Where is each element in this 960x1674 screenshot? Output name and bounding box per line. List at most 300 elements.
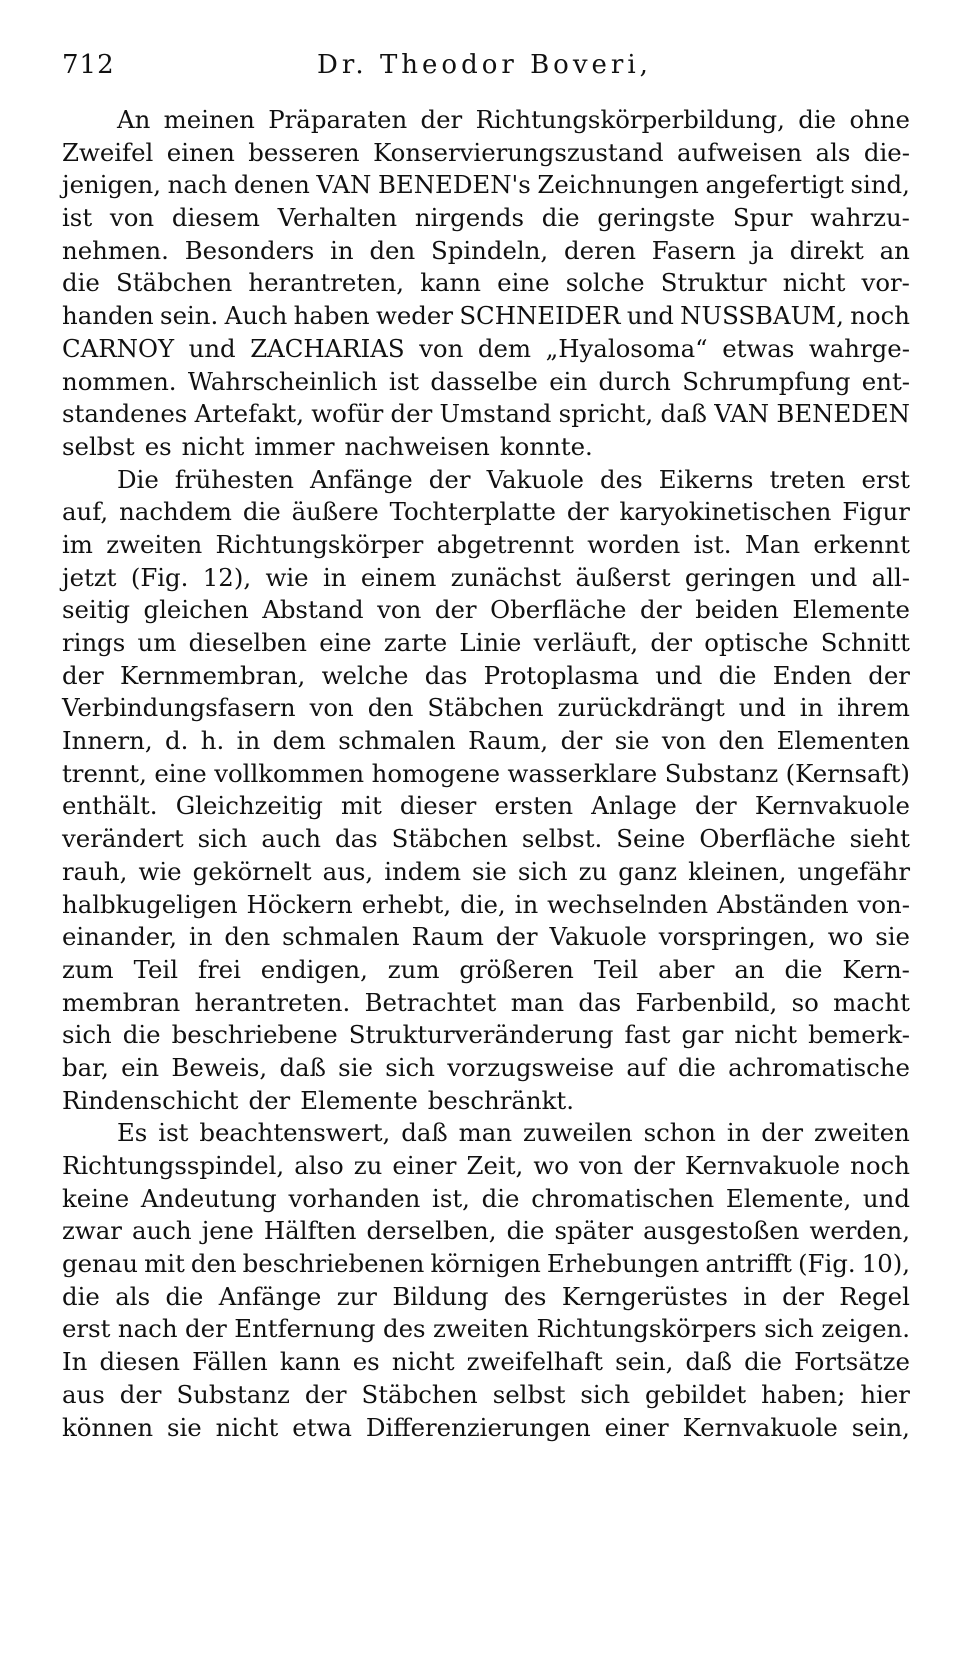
word: sie <box>614 726 650 756</box>
text-line <box>62 1248 910 1281</box>
word: größeren <box>459 954 574 984</box>
text-line <box>62 1117 910 1150</box>
word: selbst <box>62 431 135 461</box>
word: von <box>377 595 422 625</box>
word: von <box>419 333 464 363</box>
word: selbst. <box>521 824 603 854</box>
word: schmalen <box>282 922 400 952</box>
word: wie <box>138 856 182 886</box>
word: herantreten, <box>248 268 405 298</box>
text-line <box>62 104 910 137</box>
word: Beweis, <box>171 1052 268 1082</box>
word: sein. <box>160 301 219 331</box>
word: homogene <box>371 758 501 788</box>
word: Stäbchen <box>427 693 544 723</box>
word: die <box>718 660 757 690</box>
word: Raum <box>411 922 484 952</box>
word: achromatische <box>728 1052 910 1082</box>
word: zweifelhaft <box>466 1347 603 1377</box>
word: nicht <box>391 1347 455 1377</box>
word: beachtenswert, <box>199 1118 391 1148</box>
word: der <box>62 660 104 690</box>
word: das <box>424 660 468 690</box>
text-line <box>62 1412 910 1445</box>
word: einer <box>604 1412 669 1442</box>
text-line <box>62 1313 910 1346</box>
word: Innern, <box>62 726 153 756</box>
word: den <box>224 922 271 952</box>
word: karyokinetischen <box>619 497 832 527</box>
word: nommen. <box>62 366 177 396</box>
word: daß <box>660 399 707 429</box>
text-line <box>62 267 910 300</box>
word: sie <box>875 922 910 952</box>
text-line <box>62 1085 910 1118</box>
word: erkennt <box>813 529 910 559</box>
word: standenes <box>62 399 188 429</box>
word: (Fig. <box>798 1249 856 1279</box>
word: zweiten <box>813 1118 910 1148</box>
word: besseren <box>248 137 360 167</box>
word: der <box>495 922 538 952</box>
word: ist <box>62 203 93 233</box>
word: gleichen <box>143 595 249 625</box>
word: nachweisen <box>344 431 490 461</box>
word: erst <box>861 464 910 494</box>
word: werden, <box>809 1216 910 1246</box>
word: des <box>503 1281 547 1311</box>
word: vor- <box>861 268 910 298</box>
text-line <box>62 562 910 595</box>
word: sie <box>338 1052 373 1082</box>
word: frühesten <box>174 464 294 494</box>
word: dasselbe <box>430 366 538 396</box>
word: weder <box>375 301 453 331</box>
word: Anfänge <box>310 464 413 494</box>
word: wo <box>827 922 864 952</box>
word: Enden <box>772 660 852 690</box>
word: beschriebene <box>171 1020 338 1050</box>
word: zur <box>336 1281 377 1311</box>
word: d. <box>165 726 189 756</box>
word: Präparaten <box>268 105 408 134</box>
word: zweiten <box>433 1314 529 1344</box>
word: zum <box>62 954 114 984</box>
paragraph-2 <box>62 464 910 1118</box>
word: Abständen <box>717 889 849 919</box>
word: und <box>862 1183 910 1213</box>
word: auch <box>132 1216 192 1246</box>
word: Substanz <box>664 758 779 788</box>
word: die <box>165 1281 204 1311</box>
word: Protoplasma <box>483 660 640 690</box>
word: Betrachtet <box>364 987 497 1017</box>
text-line <box>62 137 910 170</box>
word: worden <box>587 529 681 559</box>
word: immer <box>254 431 335 461</box>
text-line <box>62 464 910 497</box>
word: aufweisen <box>677 137 803 167</box>
word: kleinen, <box>688 856 787 886</box>
word: beiden <box>695 595 779 625</box>
word: des <box>600 464 643 494</box>
word: die, <box>460 889 506 919</box>
text-line <box>62 1281 910 1314</box>
word: dieselben <box>188 628 307 657</box>
word: vollkommen <box>214 758 365 788</box>
word: solche <box>565 268 645 298</box>
word: ein <box>121 1052 160 1082</box>
word: in <box>188 922 213 952</box>
word: membran <box>62 987 181 1017</box>
word: daß <box>685 1347 732 1377</box>
text-line <box>62 954 910 987</box>
word: nicht <box>734 1020 798 1050</box>
word: meinen <box>163 105 255 134</box>
word: jetzt <box>62 562 117 592</box>
word: diesem <box>171 203 260 233</box>
word: den <box>190 1249 237 1279</box>
word: einander, <box>62 922 177 952</box>
word: der <box>420 105 463 134</box>
word: Differenzierungen <box>365 1412 591 1442</box>
word: Artefakt, <box>194 399 304 429</box>
word: eine <box>497 268 550 298</box>
word: zweiten <box>106 529 203 559</box>
word: sich <box>517 856 568 886</box>
word: im <box>62 529 93 559</box>
word: als <box>815 137 851 167</box>
word: ist <box>158 1118 189 1148</box>
word: Oberfläche <box>490 595 627 625</box>
word: hier <box>860 1379 910 1409</box>
word: etwas <box>722 333 795 363</box>
word: keine <box>62 1183 130 1213</box>
word: frei <box>197 954 241 984</box>
word: ent- <box>861 366 910 396</box>
word: zu <box>578 856 608 886</box>
word: der <box>639 595 682 625</box>
word: Substanz <box>176 1379 290 1409</box>
word: Anlage <box>591 791 677 821</box>
word: mit <box>144 1249 185 1279</box>
word: Spindeln, <box>431 235 549 265</box>
word: auch <box>261 824 321 854</box>
word: die <box>62 268 100 298</box>
word: Raum, <box>468 726 549 756</box>
word: der <box>761 1118 804 1148</box>
word: den <box>369 235 416 265</box>
word: ohne <box>849 105 910 134</box>
word: ist <box>388 366 420 396</box>
text-line <box>62 529 910 562</box>
word: sich <box>385 1052 435 1082</box>
word: haben; <box>761 1379 846 1409</box>
word: Fällen <box>192 1347 268 1377</box>
text-line <box>62 1150 910 1183</box>
word: jene <box>201 1216 254 1246</box>
text-line <box>62 1346 910 1379</box>
word: nachdem <box>119 497 232 527</box>
word: an <box>879 235 910 265</box>
word: also <box>294 1151 344 1180</box>
word: der <box>633 1151 675 1180</box>
word: Fasern <box>651 235 736 265</box>
word: gar <box>681 1020 724 1050</box>
word: vorzugsweise <box>447 1052 615 1082</box>
word: deren <box>564 235 636 265</box>
word: zeigen. <box>821 1314 910 1344</box>
word: dem <box>477 333 532 363</box>
word: optische <box>704 628 809 657</box>
word: „Hyalosoma“ <box>545 333 708 363</box>
word: VAN <box>316 170 372 200</box>
word: verändert <box>62 824 184 854</box>
word: Es <box>117 1118 148 1148</box>
word: Entfernung <box>234 1314 376 1344</box>
word: zu <box>353 1151 383 1180</box>
word: Schnitt <box>820 628 910 657</box>
word: es <box>144 431 172 461</box>
word: aus, <box>322 856 374 886</box>
word: bar, <box>62 1052 109 1082</box>
word: Figur <box>842 497 910 527</box>
word: macht <box>833 987 910 1017</box>
word: einem <box>360 562 437 592</box>
word: halbkugeligen <box>62 889 238 919</box>
word: der <box>650 628 693 657</box>
word: Hälften <box>263 1216 357 1246</box>
text-line <box>62 333 910 366</box>
word: Fortsätze <box>794 1347 910 1377</box>
word: sich <box>580 1379 631 1409</box>
word: diesen <box>99 1347 180 1377</box>
word: angefertigt <box>705 170 844 200</box>
word: BENEDEN <box>776 399 910 429</box>
word: an <box>734 954 765 984</box>
word: Kerngerüstes <box>561 1281 728 1311</box>
word: Kernvakuole <box>685 1151 841 1180</box>
word: das <box>334 824 378 854</box>
word: endigen, <box>260 954 368 984</box>
word: Linie <box>459 628 522 657</box>
word: es <box>352 1347 380 1377</box>
word: können <box>62 1412 154 1442</box>
word: An <box>117 105 151 134</box>
word: sich <box>197 824 248 854</box>
word: Strukturveränderung <box>348 1020 614 1050</box>
word: die <box>62 1281 100 1311</box>
text-line <box>62 660 910 693</box>
word: ein <box>549 366 588 396</box>
word: selbst <box>492 1379 566 1409</box>
text-line <box>62 1052 910 1085</box>
word: Verhalten <box>277 203 398 233</box>
word: von <box>309 693 354 723</box>
word: Eikerns <box>658 464 754 494</box>
word: Regel <box>839 1281 910 1311</box>
word: herantreten. <box>194 987 351 1017</box>
word: jenigen, <box>62 170 162 200</box>
word: verläuft, <box>533 628 639 657</box>
word: wie <box>265 562 309 592</box>
paragraph-3 <box>62 1117 910 1444</box>
word: daß <box>401 1118 448 1148</box>
word: Spur <box>732 203 793 233</box>
word: wechselnden <box>547 889 709 919</box>
word: daß <box>279 1052 326 1082</box>
text-line <box>62 1215 910 1248</box>
word: in <box>799 693 824 723</box>
text-line <box>62 169 910 202</box>
word: ihrem <box>837 693 910 723</box>
word: Kernvakuole <box>754 791 910 821</box>
text-line <box>62 496 910 529</box>
word: Verbindungsfasern <box>62 693 296 723</box>
word: enthält. <box>62 791 158 821</box>
word: ist, <box>432 1183 470 1213</box>
word: der <box>782 1281 824 1311</box>
word: von <box>661 726 707 756</box>
word: der <box>566 497 609 527</box>
text-line <box>62 1019 910 1052</box>
word: die <box>506 1216 545 1246</box>
word: SCHNEIDER <box>459 301 621 331</box>
word: Schrumpfung <box>682 366 851 396</box>
word: noch <box>850 1151 910 1180</box>
word: spricht, <box>558 399 654 429</box>
word: der <box>304 1379 347 1409</box>
word: NUSSBAUM, <box>680 301 844 331</box>
word: Bildung <box>392 1281 489 1311</box>
text-line <box>62 202 910 235</box>
word: der <box>428 464 471 494</box>
text-line <box>62 300 910 333</box>
word: Stäbchen <box>116 268 233 298</box>
word: Andeutung <box>140 1183 277 1213</box>
word: von <box>109 203 155 233</box>
word: Elemente, <box>725 1183 852 1213</box>
word: BENEDEN's <box>377 170 531 200</box>
word: einen <box>166 137 235 167</box>
word: Man <box>744 529 801 559</box>
text-line <box>62 594 910 627</box>
word: einer <box>392 1151 457 1180</box>
word: derselben, <box>366 1216 497 1246</box>
word: Erhebungen <box>546 1249 700 1279</box>
word: h. <box>200 726 225 756</box>
text-line <box>62 758 910 791</box>
word: Tochterplatte <box>389 497 556 527</box>
word: nicht <box>181 431 245 461</box>
word: kann <box>279 1347 341 1377</box>
word: abgetrennt <box>436 529 574 559</box>
word: Abstand <box>262 595 364 625</box>
word: schmalen <box>338 726 456 756</box>
word: vorspringen, <box>658 922 816 952</box>
word: wo <box>533 1151 569 1180</box>
word: Richtungsspindel, <box>62 1151 285 1180</box>
word: der <box>119 1379 162 1409</box>
word: die <box>242 497 281 527</box>
word: mit <box>341 791 382 821</box>
word: ZACHARIAS <box>250 333 405 363</box>
word: rauh, <box>62 856 128 886</box>
word: man <box>510 987 565 1017</box>
word: genau <box>62 1249 139 1279</box>
word: indem <box>384 856 461 886</box>
word: rings <box>62 628 126 657</box>
word: Zweifel <box>62 137 154 167</box>
word: In <box>62 1347 88 1377</box>
word: sich <box>62 1020 112 1050</box>
word: antrifft <box>705 1249 792 1279</box>
word: ja <box>751 235 774 265</box>
word: um <box>137 628 177 657</box>
word: Richtungskörperbildung, <box>475 105 785 134</box>
word: die <box>784 954 823 984</box>
word: die <box>744 1347 782 1377</box>
word: die <box>677 1052 716 1082</box>
word: in <box>330 235 354 265</box>
word: etwa <box>292 1412 352 1442</box>
text-line <box>62 627 910 660</box>
word: wahrge- <box>808 333 910 363</box>
page-header <box>62 40 910 80</box>
word: Teil <box>133 954 179 984</box>
word: beschränkt. <box>427 1085 574 1115</box>
word: noch <box>850 301 910 331</box>
word: äußerst <box>575 562 671 592</box>
word: Besonders <box>184 235 315 265</box>
word: nach <box>117 1314 178 1344</box>
word: aber <box>658 954 715 984</box>
word: der <box>185 1314 227 1344</box>
word: sein, <box>615 1347 674 1377</box>
word: ausgestoßen <box>643 1216 800 1246</box>
word: der <box>390 399 433 429</box>
word: Farbenbild, <box>635 987 778 1017</box>
word: chromatischen <box>531 1183 715 1213</box>
text-line <box>62 823 910 856</box>
word: Kernmembran, <box>119 660 306 690</box>
word: Rindenschicht <box>62 1085 239 1115</box>
word: eine <box>154 758 207 788</box>
word: der <box>695 791 737 821</box>
word: in <box>236 726 261 756</box>
word: direkt <box>789 235 864 265</box>
word: zunächst <box>450 562 562 592</box>
word: erhebt, <box>361 889 452 919</box>
running-head: Dr. Theodor Boveri, <box>317 50 652 80</box>
word: als <box>115 1281 151 1311</box>
word: ganz <box>618 856 677 886</box>
word: Konservierungszustand <box>373 137 664 167</box>
word: wofür <box>311 399 384 429</box>
word: zwar <box>62 1216 122 1246</box>
word: eine <box>319 628 372 657</box>
word: 12), <box>202 562 252 592</box>
word: und <box>188 333 236 363</box>
word: des <box>382 1314 426 1344</box>
word: geringen <box>684 562 796 592</box>
text-line <box>62 889 910 922</box>
text-line <box>62 235 910 268</box>
word: treten <box>769 464 846 494</box>
word: zuweilen <box>523 1118 633 1148</box>
word: (Fig. <box>130 562 189 592</box>
word: die <box>541 203 580 233</box>
